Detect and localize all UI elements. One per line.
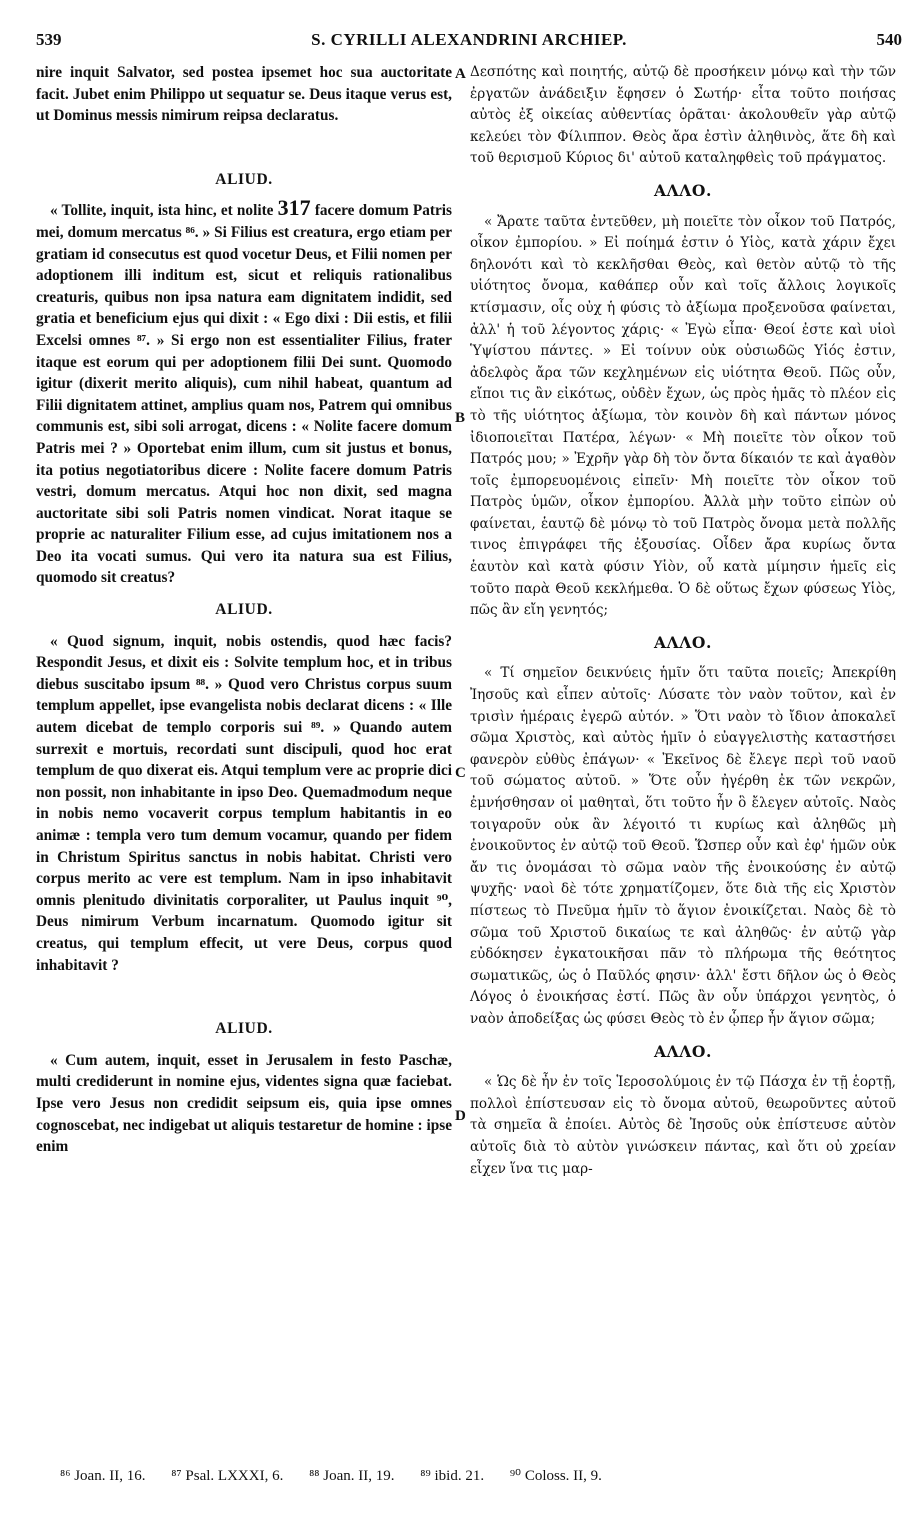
latin-intro: nire inquit Salvator, sed postea ipsemet hoc sua auctoritate facit. Jubet enim Philippo ut sequatur se. Deus itaque verus est, ut Dominus messis nimirum reipsa declaratus. [36,64,452,125]
greek-heading-1: ΑΛΛΟ. [654,180,712,200]
footnote-90: ⁹⁰ Coloss. II, 9. [509,1468,602,1484]
latin-paragraph-1 [36,195,452,589]
greek-paragraph-1: « Ἄρατε ταῦτα ἐντεῦθεν, μὴ ποιεῖτε τὸν οἶκον τοῦ Πατρός, οἶκον ἐμπορίου. » Εἰ ποίημά ἐστιν ὁ Υἱὸς, κατὰ χάριν ἔχει δηλονότι καὶ τὸ κεκλῆσθαι Θεὸς, καὶ θετὸν αὐτῷ τὸ τῆς υἱότητος ὄνομα, καθάπερ οὖν καὶ τοῖς ἄλλοις λογικοῖς κτίσμασιν, οἷς οὐχ ἡ φύσις τὸ ἀξίωμα προξενοῦσα φαίνεται, ἀλλ' ἡ τοῦ λέγοντος χάρις· « Ἐγὼ εἶπα· Θεοί ἐστε καὶ υἱοὶ Ὑψίστου πάντες. » Εἰ τοίνυν οὐκ οὐσιωδῶς Υἱός ἐστιν, ἀδελφὸς ἄρα τῶν κεχλημένων εἰς υἱότητα Θεοῦ. Πῶς οὖν, εἴποι τις ἂν εἰκότως, οὐδὲν ἔχων, ὡς πρὸς ἡμᾶς τὸ πλέον εἰς τὸ τῆς υἱότητος ἀξίωμα, τὸν κοινὸν δὴ καὶ πάντων μόνος ἰδιοποιεῖται Πατέρα, λέγων· « Μὴ ποιεῖτε τὸν οἶκον τοῦ Πατρός μου; » Ἐχρῆν γὰρ δὴ τὸν ὄντα δίκαιόν τε καὶ ἀγαθὸν τοῖς ἐμπορευομένοις εἰπεῖν· Μὴ ποιεῖτε τὸν οἶκον τοῦ Πατρὸς ὑμῶν, οἶκον ἐμπορίου. Ἀλλὰ μὴν τοῦτο εἰπὼν οὐ φαίνεται, ἑαυτῷ δὲ μόνῳ τὸ τοῦ Πατρὸς ὄνομα μετὰ πολλῆς τινος ἐπιγράφει τῆς ἐξουσίας. Οἶδεν ἄρα κυρίως ὄντα ἑαυτὸν καὶ κατὰ φύσιν Υἱὸν, οὗ κατὰ μίμησιν ἡμεῖς εἰς τοῦτο παρὰ Θεοῦ κεκλήμεθα. Ὁ δὲ οὕτως ἔχων φύσεως Υἱὸς, πῶς ἂν εἴη γενητός; [470,213,896,619]
latin-paragraph-3: « Cum autem, inquit, esset in Jerusalem in festo Paschæ, multi crediderunt in nomine ejus, videntes signa quæ faciebat. Ipse vero Jesus non credidit seipsum eis, quia ipse omnes cognoscebat, nec indigebat ut aliquis testaretur de homine : ipse enim [36,1051,452,1156]
latin-column [36,62,452,1158]
footnote-86: ⁸⁶ Joan. II, 16. [60,1468,146,1484]
greek-heading-3: ΑΛΛΟ. [654,1041,712,1061]
footnotes [60,1466,624,1485]
margin-marker-d: D [455,1108,466,1124]
greek-heading-2: ΑΛΛΟ. [654,632,712,652]
margin-marker-b: B [455,410,466,426]
latin-heading-3: ALIUD. [215,1020,273,1038]
margin-marker-c: C [455,765,466,781]
latin-heading-2: ALIUD. [215,601,273,619]
greek-paragraph-2: « Τί σημεῖον δεικνύεις ἡμῖν ὅτι ταῦτα ποιεῖς; Ἀπεκρίθη Ἰησοῦς καὶ εἶπεν αὐτοῖς· Λύσατε τὸν ναὸν τοῦτον, καὶ ἐν τρισὶν ἡμέραις ἐγερῶ αὐτόν. » Ὅτι ναὸν τὸ ἴδιον ἀποκαλεῖ σῶμα Χριστὸς, καὶ αὐτὸς ἡμῖν ὁ εὐαγγελιστὴς καταστήσει φανερὸν εὐθὺς ἐπάγων· « Ἐκεῖνος δὲ ἔλεγε περὶ τοῦ ναοῦ τοῦ σώματος αὐτοῦ. » Ὅτε οὖν ἠγέρθη ἐκ τῶν νεκρῶν, ἐμνήσθησαν οἱ μαθηταὶ, ὅτι τοῦτο ἦν ὃ ἔλεγεν αὐτοῖς. Ναὸς τοιγαροῦν οὐκ ἂν λέγοιτό τι κυρίως καὶ ἀληθῶς μὴ ἐνοικοῦντος ἐν αὐτῷ τοῦ Θεοῦ. Ὥσπερ οὖν καὶ ἐφ' ἡμῶν οὐκ ἄν τις ὀνομάσαι τὸ σῶμα ναὸν τῆς ἐνοικούσης ἐν αὐτῷ ψυχῆς· ναοὶ δὲ τότε χρηματίζομεν, ὅτε διὰ τῆς εἰς Χριστὸν πίστεως τὸ Πνεῦμα ἡμῖν τὸ ἅγιον ἐνοικίζεται. Ναὸς δὲ τὸ σῶμα τοῦ Χριστοῦ δικαίως τε καὶ ἀληθῶς· ἐν αὐτῷ γὰρ εὐδόκησεν ἐγκατοικῆσαι πᾶν τὸ πλήρωμα τῆς θεότητος σωματικῶς, ὡς ὁ Παῦλός φησιν· ἀλλ' ἔστι δῆλον ὡς ὁ Θεὸς Λόγος ὁ ἐνοικήσας ἐστί. Πῶς ἂν οὖν ὑπάρχοι γενητὸς, ὁ ναὸν ἀποδείξας ὡς φύσει Θεὸς τὸ ἐν ᾧπερ ἦν ἅγιον σῶμα; [470,665,896,1027]
right-page-number: 540 [876,30,902,49]
margin-marker-a: A [455,66,466,82]
greek-paragraph-3: « Ὡς δὲ ἦν ἐν τοῖς Ἱεροσολύμοις ἐν τῷ Πάσχα ἐν τῇ ἑορτῇ, πολλοὶ ἐπίστευσαν εἰς τὸ ὄνομα αὐτοῦ, θεωροῦντες αὐτοῦ τὰ σημεῖα ἃ ἐποίει. Αὐτὸς δὲ Ἰησοῦς οὐκ ἐπίστευσε αὐτὸν αὐτοῖς διὰ τὸ αὐτὸν γινώσκειν πάντας, καὶ ὅτι οὐ χρείαν εἶχεν ἵνα τις μαρ- [470,1074,896,1177]
latin-p1-start: « Tollite, inquit, ista hinc, et nolite [50,202,274,220]
left-page-number: 539 [36,30,62,49]
greek-intro: Δεσπότης καὶ ποιητής, αὐτῷ δὲ προσήκειν μόνῳ καὶ τὴν τῶν ἐργατῶν ἀνάδειξιν ἔφησεν ὁ Σωτήρ· εἶτα τοῦτο ποιήσας αὐτὸς ἐξ οἰκείας αὐθεντίας ὁρᾶται· ἀκολουθεῖν γὰρ αὐτῷ κελεύει τὸν Φίλιππον. Θεὸς ἄρα ἐστὶν ἀληθινὸς, ἅτε δὴ καὶ τοῦ θερισμοῦ Κύριος δι' αὐτοῦ καταληφθεὶς τοῦ πράγματος. [470,64,896,167]
footnote-89: ⁸⁹ ibid. 21. [420,1468,485,1484]
latin-paragraph-2: « Quod signum, inquit, nobis ostendis, quod hæc facis? Respondit Jesus, et dixit eis : Solvite templum hoc, et in tribus diebus suscitabo ipsum ⁸⁸. » Quod vero Christus corpus suum templum appellet, ipse evangelista nobis declarat dicens : « Ille autem dicebat de templo corporis sui ⁸⁹. » Quando autem surrexit e mortuis, recordati sunt discipuli, quod hoc erat templum de quo dixerat eis. Atqui templum vere ac proprie dici non possit, non inhabitante in ipso Deo. Quemadmodum neque in nobis nemo vocaverit corpus templum habitantis in eo animæ : templa vero tum demum vocamur, quando per fidem in Christum Spiritus sanctus in nobis habitat. Christi vero corpus merito ac vere est templum. Nam in ipso inhabitavit omnis plenitudo divinitatis corporaliter, ut Paulus inquit ⁹⁰, Deus nimirum Verbum incarnatum. Quomodo igitur sit creatus, qui templum effecit, ut vere Deus, corpus quod inhabitavit ? [36,632,452,974]
footnote-87: ⁸⁷ Psal. LXXXI, 6. [171,1468,284,1484]
greek-column [470,62,896,1180]
running-header [36,30,902,56]
latin-heading-1: ALIUD. [215,170,273,188]
footnote-88: ⁸⁸ Joan. II, 19. [309,1468,395,1484]
latin-p1-rest: facere domum Patris mei, domum mercatus ⁸⁶. » Si Filius est creatura, ergo etiam per gratiam id consecutus est quod vocetur Deus, et Filii nomen per adoptionem illi inditum est, sicut et reliquis rationalibus creaturis, quibus non ipsa natura eam dignitatem indidit, sed gratia et beneficium ejus qui dixit : « Ego dixi : Dii estis, et filii Excelsi omnes ⁸⁷. » Si ergo non est essentialiter Filius, frater itaque est eorum qui per adoptionem filii Dei sunt. Quomodo igitur (dixerit merito aliquis), cum nihil habeat, quantum ad Filii dignitatem attinet, amplius quam nos, Patrem qui omnibus communis est, sibi soli arrogat, dicens : « Nolite facere domum Patris mei ? » Oportebat enim illum, cum sit justus et bonus, ita potius negotiatoribus dicere : Nolite facere domum Patris vestri, domum mercatus. Atqui hoc non dixit, sed magna auctoritate sibi soli Patris nomen vindicat. Norat itaque se proprie ac naturaliter Filium esse, ad cujus imitationem nos a Deo ita vocati sumus. Qui vero ita natura sua est Filius, quomodo sit creatus? [36,202,452,587]
running-title: S. CYRILLI ALEXANDRINI ARCHIEP. [311,30,627,49]
column-number: 317 [277,195,311,221]
